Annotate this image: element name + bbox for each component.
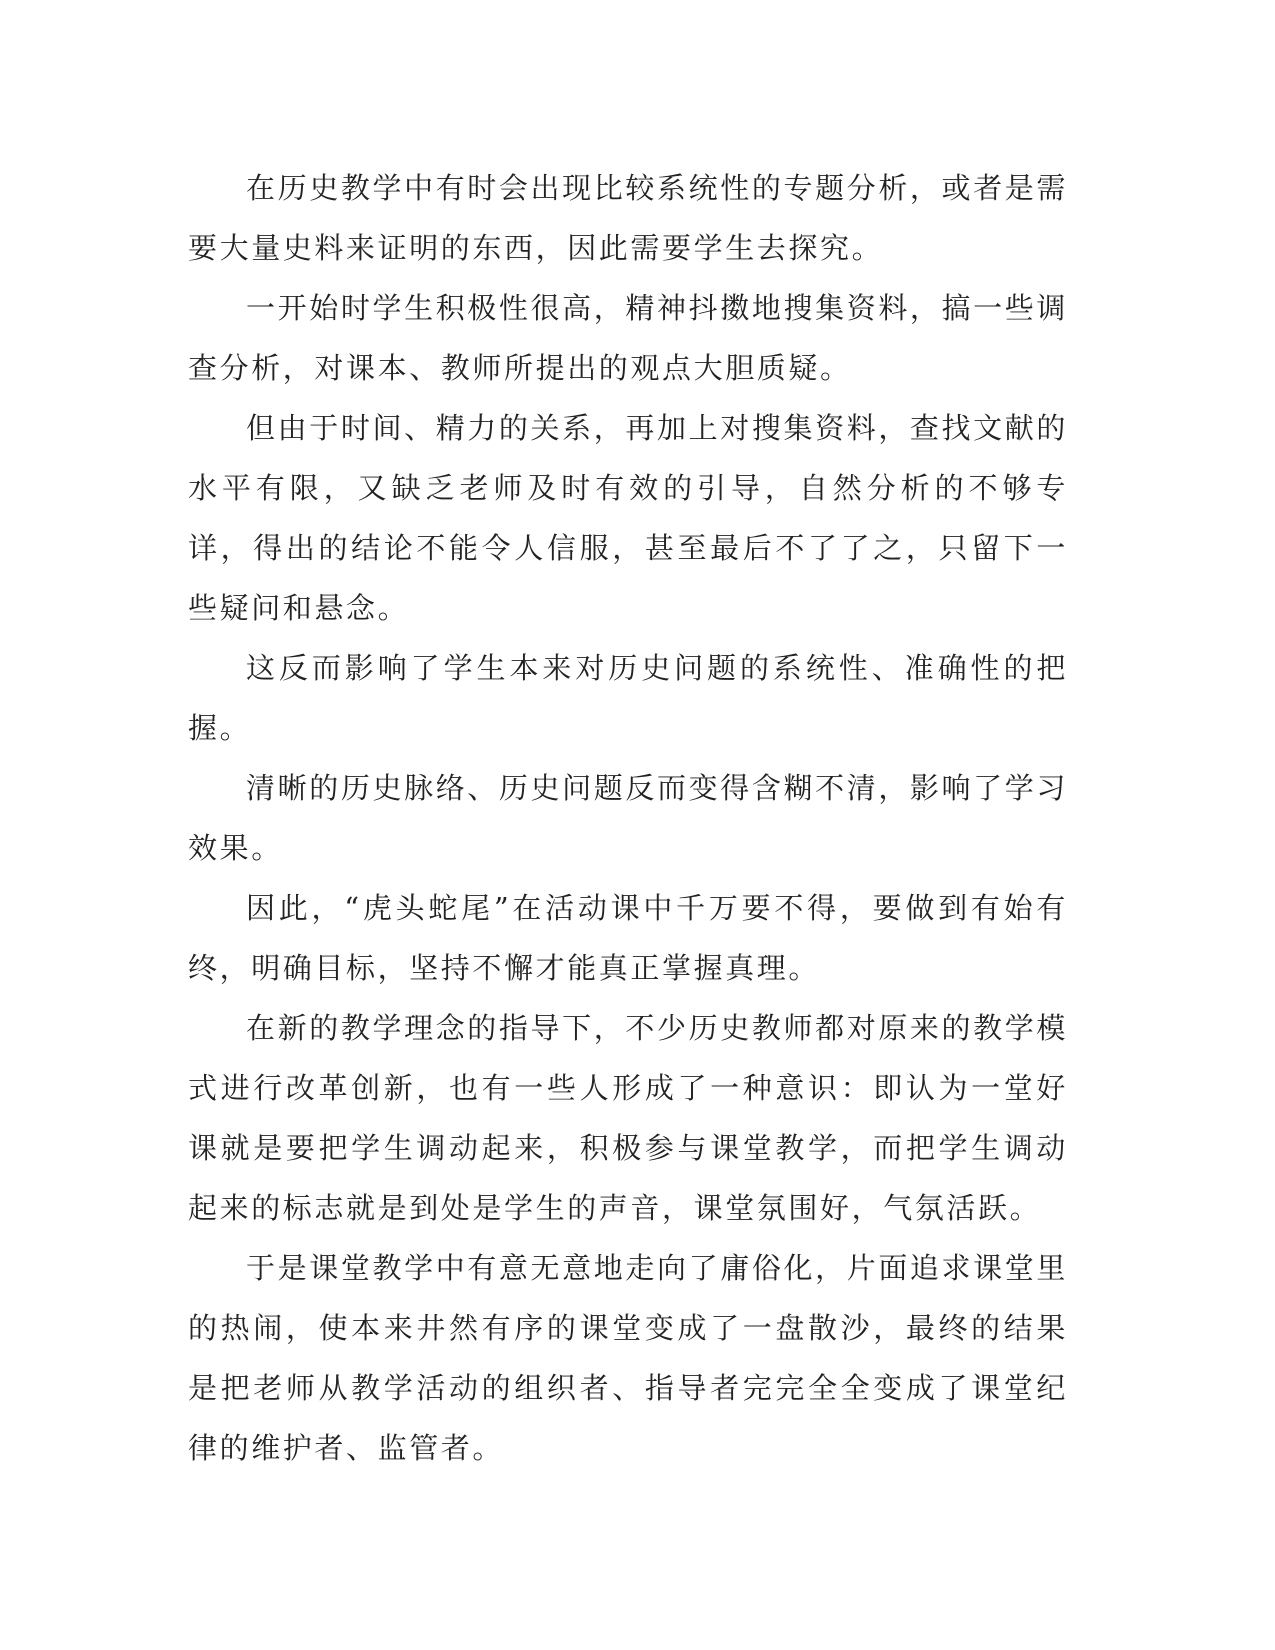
document-body	[188, 158, 1068, 1478]
paragraph-5: 清晰的历史脉络、历史问题反而变得含糊不清，影响了学习效果。	[188, 771, 1068, 865]
paragraph-6: 因此，“虎头蛇尾”在活动课中千万要不得，要做到有始有终，明确目标，坚持不懈才能真正掌握真理。	[188, 891, 1068, 985]
paragraph-7: 在新的教学理念的指导下，不少历史教师都对原来的教学模式进行改革创新，也有一些人形成了一种意识：即认为一堂好课就是要把学生调动起来，积极参与课堂教学，而把学生调动起来的标志就是到处是学生的声音，课堂氛围好，气氛活跃。	[188, 1011, 1068, 1225]
paragraph-3: 但由于时间、精力的关系，再加上对搜集资料，查找文献的水平有限，又缺乏老师及时有效的引导，自然分析的不够专详，得出的结论不能令人信服，甚至最后不了了之，只留下一些疑问和悬念。	[188, 411, 1068, 625]
paragraph-2: 一开始时学生积极性很高，精神抖擞地搜集资料，搞一些调查分析，对课本、教师所提出的观点大胆质疑。	[188, 291, 1068, 385]
paragraph-4: 这反而影响了学生本来对历史问题的系统性、准确性的把握。	[188, 651, 1068, 745]
paragraph-1: 在历史教学中有时会出现比较系统性的专题分析，或者是需要大量史料来证明的东西，因此需要学生去探究。	[188, 171, 1068, 265]
paragraph-8: 于是课堂教学中有意无意地走向了庸俗化，片面追求课堂里的热闹，使本来井然有序的课堂变成了一盘散沙，最终的结果是把老师从教学活动的组织者、指导者完完全全变成了课堂纪律的维护者、监管者。	[188, 1251, 1068, 1465]
